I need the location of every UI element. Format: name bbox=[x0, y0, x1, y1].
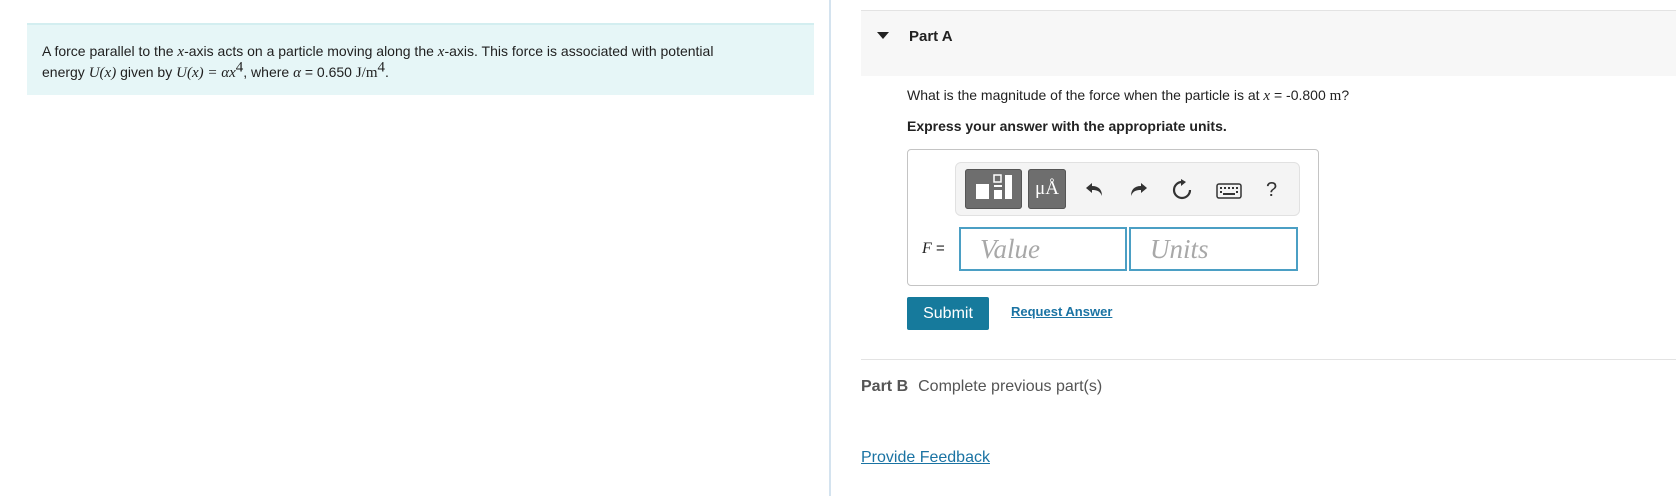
help-button[interactable]: ? bbox=[1266, 179, 1278, 201]
part-b-status: Complete previous part(s) bbox=[918, 378, 1103, 395]
problem-statement bbox=[27, 23, 814, 95]
problem-text: energy bbox=[42, 64, 89, 80]
question-suffix: ? bbox=[1341, 87, 1350, 103]
problem-line-1 bbox=[42, 41, 799, 62]
math-x: x bbox=[1263, 88, 1271, 104]
redo-icon bbox=[1127, 179, 1149, 199]
submit-button[interactable]: Submit bbox=[907, 297, 989, 330]
question-prefix: What is the magnitude of the force when the particle is at bbox=[907, 87, 1264, 103]
reset-button[interactable] bbox=[1171, 179, 1193, 205]
problem-text: . bbox=[385, 64, 389, 80]
section-divider bbox=[861, 359, 1676, 360]
value-input[interactable]: Value bbox=[959, 227, 1127, 271]
templates-icon bbox=[965, 169, 1022, 209]
problem-text: = 0.650 bbox=[300, 64, 356, 80]
provide-feedback-link[interactable]: Provide Feedback bbox=[861, 449, 990, 466]
units-input[interactable]: Units bbox=[1129, 227, 1298, 271]
problem-text: -axis. This force is associated with potential bbox=[444, 43, 714, 59]
part-a-header[interactable] bbox=[861, 11, 1676, 76]
part-a-title[interactable]: Part A bbox=[909, 28, 953, 45]
problem-text: , where bbox=[243, 64, 294, 80]
question-value: = -0.800 bbox=[1270, 87, 1330, 103]
redo-button[interactable] bbox=[1127, 179, 1149, 203]
math-potential: U(x) bbox=[88, 65, 117, 81]
units-button[interactable] bbox=[1028, 169, 1066, 209]
answer-variable-label bbox=[922, 240, 945, 258]
undo-icon bbox=[1084, 179, 1106, 199]
undo-button[interactable] bbox=[1084, 179, 1106, 203]
math-f: F bbox=[922, 240, 932, 257]
math-unit: m bbox=[1329, 88, 1342, 104]
units-label: μÅ bbox=[1035, 178, 1059, 199]
math-potential-formula: U(x) = αx bbox=[176, 65, 236, 81]
math-unit: J/m bbox=[355, 65, 378, 81]
math-x: x bbox=[177, 44, 185, 60]
math-alpha: α bbox=[293, 65, 301, 81]
problem-line-2 bbox=[42, 59, 799, 83]
problem-text: given by bbox=[116, 64, 177, 80]
answer-instruction: Express your answer with the appropriate units. bbox=[907, 118, 1227, 134]
reset-icon bbox=[1171, 179, 1193, 201]
keyboard-icon bbox=[1216, 183, 1242, 199]
keyboard-button[interactable] bbox=[1216, 183, 1242, 203]
math-unit-exponent: 4 bbox=[377, 59, 386, 76]
panel-divider bbox=[829, 0, 831, 496]
templates-button[interactable] bbox=[965, 169, 1022, 209]
problem-text: A force parallel to the bbox=[42, 43, 178, 59]
collapse-caret-icon[interactable] bbox=[877, 32, 889, 39]
problem-text: -axis acts on a particle moving along the bbox=[184, 43, 438, 59]
part-b-title: Part B bbox=[861, 378, 909, 395]
math-x: x bbox=[437, 44, 445, 60]
math-exponent: 4 bbox=[235, 59, 244, 76]
equals-sign: = bbox=[931, 240, 945, 257]
request-answer-link[interactable]: Request Answer bbox=[1011, 304, 1113, 319]
part-b-header bbox=[861, 378, 1102, 396]
question-text bbox=[907, 87, 1349, 105]
